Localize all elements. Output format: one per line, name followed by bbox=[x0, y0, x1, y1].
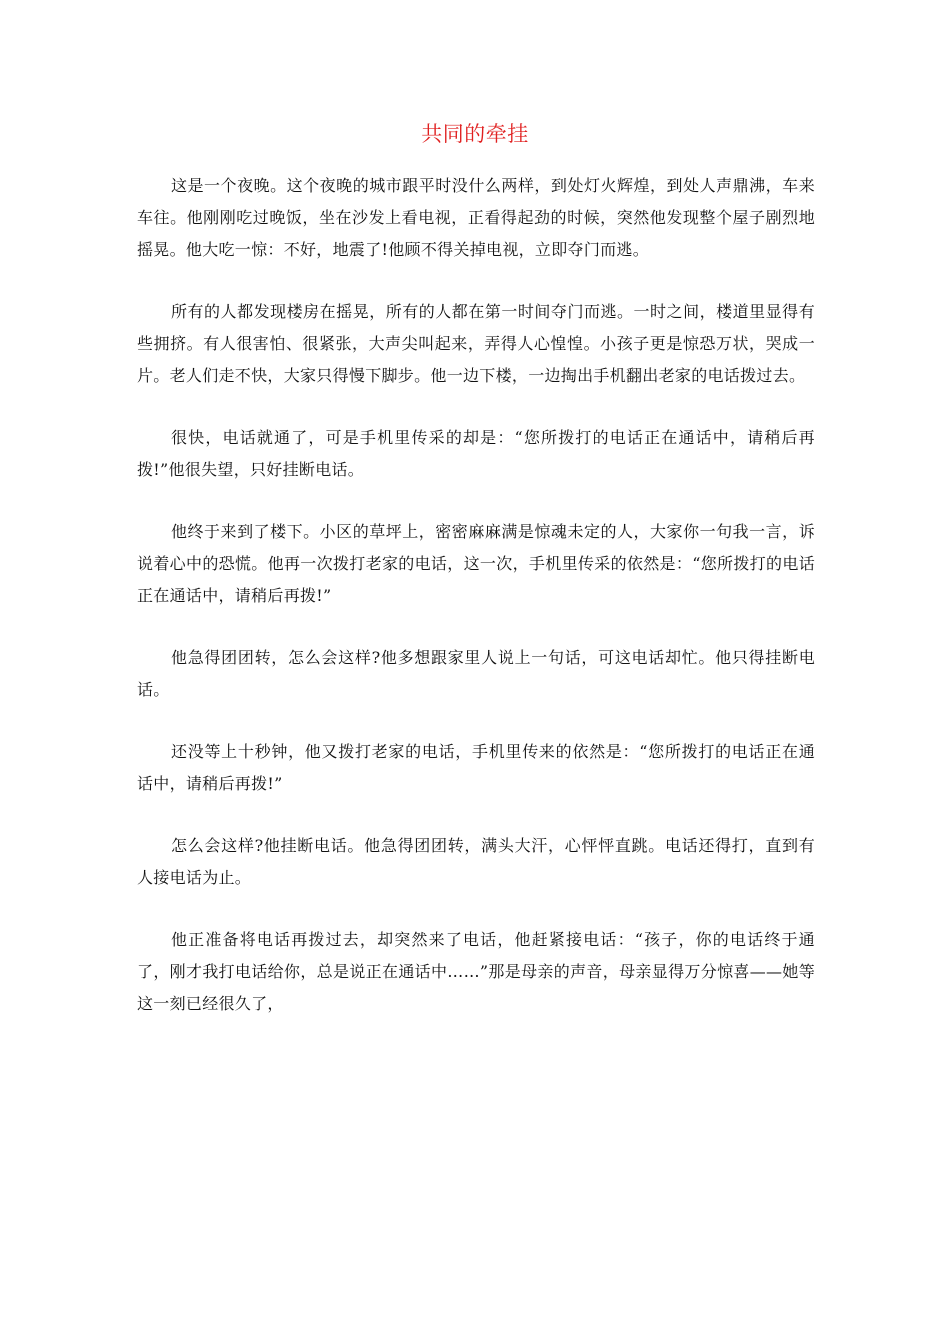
paragraph: 他终于来到了楼下。小区的草坪上，密密麻麻满是惊魂未定的人，大家你一句我一言，诉说着心中的恐慌。他再一次拨打老家的电话，这一次，手机里传采的依然是：“您所拨打的电话正在通话中，请稍后再拨!” bbox=[137, 522, 815, 605]
paragraph: 他正准备将电话再拨过去，却突然来了电话，他赶紧接电话：“孩子，你的电话终于通了，刚才我打电话给你，总是说正在通话中……”那是母亲的声音，母亲显得万分惊喜——她等这一刻已经很久了， bbox=[137, 930, 815, 1013]
paragraph: 怎么会这样?他挂断电话。他急得团团转，满头大汗，心怦怦直跳。电话还得打，直到有人接电话为止。 bbox=[137, 836, 815, 887]
paragraph: 这是一个夜晚。这个夜晚的城市跟平时没什么两样，到处灯火辉煌，到处人声鼎沸，车来车往。他刚刚吃过晚饭，坐在沙发上看电视，正看得起劲的时候，突然他发现整个屋子剧烈地摇晃。他大吃一惊：不好，地震了!他顾不得关掉电视，立即夺门而逃。 bbox=[137, 176, 815, 259]
document-body bbox=[137, 170, 815, 1050]
paragraph: 还没等上十秒钟，他又拨打老家的电话，手机里传来的依然是：“您所拨打的电话正在通话中，请稍后再拨!” bbox=[137, 742, 815, 793]
paragraph: 很快，电话就通了，可是手机里传采的却是：“您所拨打的电话正在通话中，请稍后再拨!”他很失望，只好挂断电话。 bbox=[137, 428, 815, 479]
document-title: 共同的牵挂 bbox=[421, 122, 529, 146]
paragraph: 他急得团团转，怎么会这样?他多想跟家里人说上一句话，可这电话却忙。他只得挂断电话。 bbox=[137, 648, 815, 699]
paragraph: 所有的人都发现楼房在摇晃，所有的人都在第一时间夺门而逃。一时之间，楼道里显得有些拥挤。有人很害怕、很紧张，大声尖叫起来，弄得人心惶惶。小孩子更是惊恐万状，哭成一片。老人们走不快，大家只得慢下脚步。他一边下楼，一边掏出手机翻出老家的电话拨过去。 bbox=[137, 302, 815, 385]
